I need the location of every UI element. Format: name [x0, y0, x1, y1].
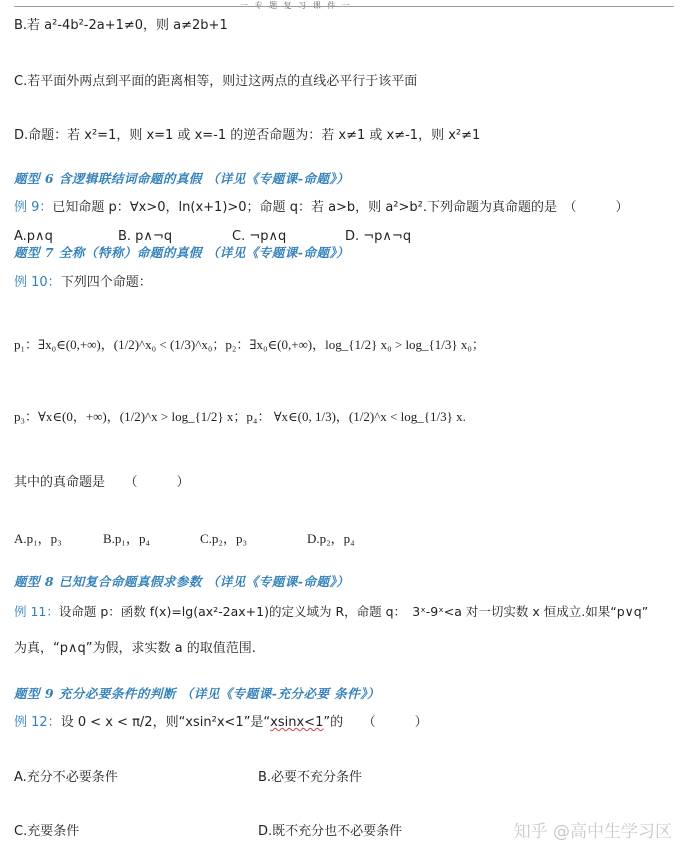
- option-b-line: B.若 a²-4b²-2a+1≠0，则 a≠2b+1: [14, 18, 228, 33]
- ex9-option-a: A.p∧q: [14, 229, 53, 244]
- header-rule: [14, 6, 674, 7]
- example-12-label: 例 12：: [14, 715, 61, 730]
- example-9: [14, 199, 628, 217]
- ex9-option-b: B. p∧¬q: [118, 229, 173, 244]
- ex9-option-c: C. ¬p∧q: [232, 229, 287, 244]
- example-11-label: 例 11：: [14, 604, 59, 619]
- header-fragment: 一 专 题 复 习 课 件 一: [240, 1, 352, 10]
- example-10-text: 下列四个命题：: [60, 275, 152, 290]
- option-c-line: C.若平面外两点到平面的距离相等，则过这两点的直线必平行于该平面: [14, 74, 418, 89]
- example-9-label: 例 9：: [14, 200, 53, 215]
- example-10-question: 其中的真命题是 （ ）: [14, 475, 190, 490]
- example-11-continuation: 为真，“p∧q”为假，求实数 a 的取值范围.: [14, 641, 256, 656]
- section-7-title: 题型 7 全称（特称）命题的真假 （详见《专题课-命题》）: [14, 245, 350, 260]
- ex10-option-d: D.p₂，p₄: [307, 531, 355, 546]
- ex12-option-a: A.充分不必要条件: [14, 770, 118, 785]
- example-10-label: 例 10：: [14, 275, 61, 290]
- section-9-title: 题型 9 充分必要条件的判断 （详见《专题课-充分必要 条件》）: [14, 686, 381, 701]
- propositions-p1-p2: p₁：∃x₀∈(0,+∞)，(1/2)^x₀ < (1/3)^x₀；p₂：∃x₀∈(0,+∞)，log_{1/2} x₀ > log_{1/3} x₀；: [14, 337, 485, 352]
- example-11: [14, 603, 648, 621]
- example-12: [14, 714, 428, 732]
- propositions-p3-p4: p₃：∀x∈(0，+∞)，(1/2)^x > log_{1/2} x；p₄： ∀x∈(0, 1/3)，(1/2)^x < log_{1/3} x.: [14, 409, 466, 424]
- section-8-title: 题型 8 已知复合命题真假求参数 （详见《专题课-命题》）: [14, 574, 350, 589]
- example-10: [14, 274, 152, 292]
- ex12-option-d: D.既不充分也不必要条件: [258, 824, 403, 839]
- ex9-option-d: D. ¬p∧¬q: [345, 229, 412, 244]
- example-11-text: 设命题 p：函数 f(x)=lg(ax²-2ax+1)的定义域为 R，命题 q： 3ˣ-9ˣ<a 对一切实数 x 恒成立.如果“p∨q”: [58, 604, 649, 619]
- ex10-option-b: B.p₁，p₄: [103, 531, 150, 546]
- ex12-option-c: C.充要条件: [14, 824, 80, 839]
- example-12-text-b: xsinx<1: [270, 715, 324, 730]
- example-9-text: 已知命题 p：∀x>0，ln(x+1)>0；命题 q：若 a>b，则 a²>b².下列命题为真命题的是 （ ）: [52, 200, 629, 215]
- option-d-line: D.命题：若 x²=1，则 x=1 或 x=-1 的逆否命题为：若 x≠1 或 x≠-1，则 x²≠1: [14, 128, 481, 143]
- example-12-text-a: 设 0 < x < π/2，则“xsin²x<1”是“: [60, 715, 271, 730]
- example-12-text-c: ”的 （ ）: [323, 715, 428, 730]
- ex10-option-c: C.p₂，p₃: [200, 531, 247, 546]
- section-6-title: 题型 6 含逻辑联结词命题的真假 （详见《专题课-命题》）: [14, 171, 350, 186]
- ex12-option-b: B.必要不充分条件: [258, 770, 363, 785]
- zhihu-watermark: 知乎 @高中生学习区: [513, 822, 672, 842]
- ex10-option-a: A.p₁，p₃: [14, 531, 62, 546]
